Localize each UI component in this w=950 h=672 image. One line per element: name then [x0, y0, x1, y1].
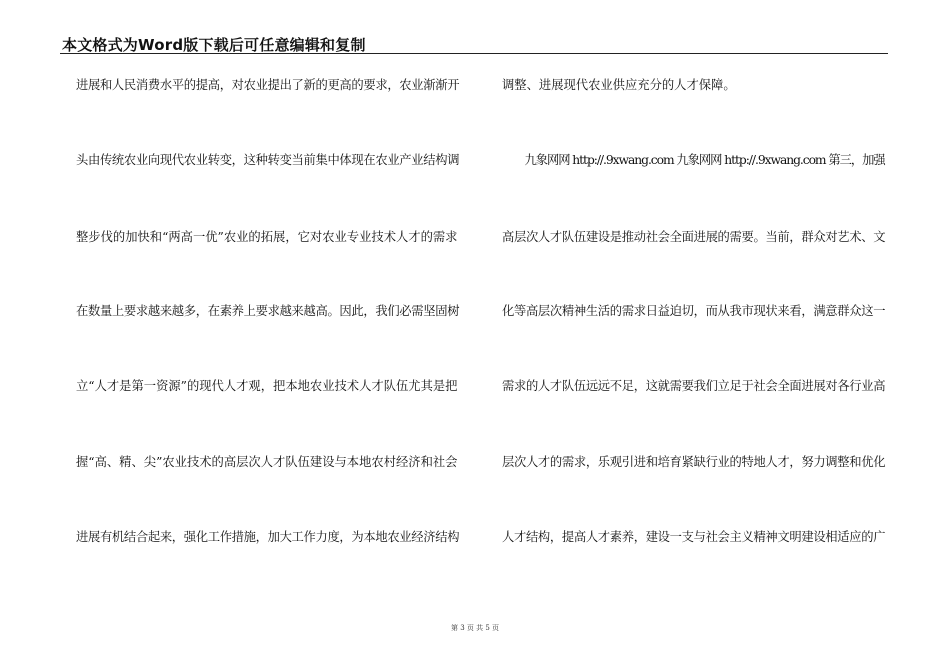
left-line-3: 整步伐的加快和“两高一优”农业的拓展，它对农业专业技术人才的需求 [76, 230, 458, 244]
right-line-6: 层次人才的需求，乐观引进和培育紧缺行业的特地人才，努力调整和优化 [502, 455, 886, 469]
left-line-5: 立“人才是第一资源”的现代人才观，把本地农业技术人才队伍尤其是把 [76, 379, 458, 393]
right-line-5: 需求的人才队伍远远不足，这就需要我们立足于社会全面进展对各行业高 [502, 379, 886, 393]
left-line-2: 头由传统农业向现代农业转变，这种转变当前集中体现在农业产业结构调 [76, 153, 460, 167]
right-line-7: 人才结构，提高人才素养，建设一支与社会主义精神文明建设相适应的广 [502, 530, 886, 544]
right-line-4: 化等高层次精神生活的需求日益迫切，而从我市现状来看，满意群众这一 [502, 304, 886, 318]
right-line-1: 调整、进展现代农业供应充分的人才保障。 [502, 78, 736, 92]
right-line-2: 九象网网 http://.9xwang.com 九象网网 http://.9xwang.com 第三，加强 [502, 153, 885, 167]
left-line-7: 进展有机结合起来，强化工作措施，加大工作力度，为本地农业经济结构 [76, 530, 460, 544]
document-header-title: 本文格式为Word版下载后可任意编辑和复制 [62, 36, 366, 54]
left-line-1: 进展和人民消费水平的提高，对农业提出了新的更高的要求，农业渐渐开 [76, 78, 460, 92]
page-number-footer: 第 3 页 共 5 页 [450, 624, 500, 632]
right-line-3: 高层次人才队伍建设是推动社会全面进展的需要。当前，群众对艺术、文 [502, 230, 886, 244]
left-line-4: 在数量上要求越来越多，在素养上要求越来越高。因此，我们必需坚固树 [76, 304, 460, 318]
header-divider [60, 53, 888, 54]
left-line-6: 握“高、精、尖”农业技术的高层次人才队伍建设与本地农村经济和社会 [76, 455, 458, 469]
